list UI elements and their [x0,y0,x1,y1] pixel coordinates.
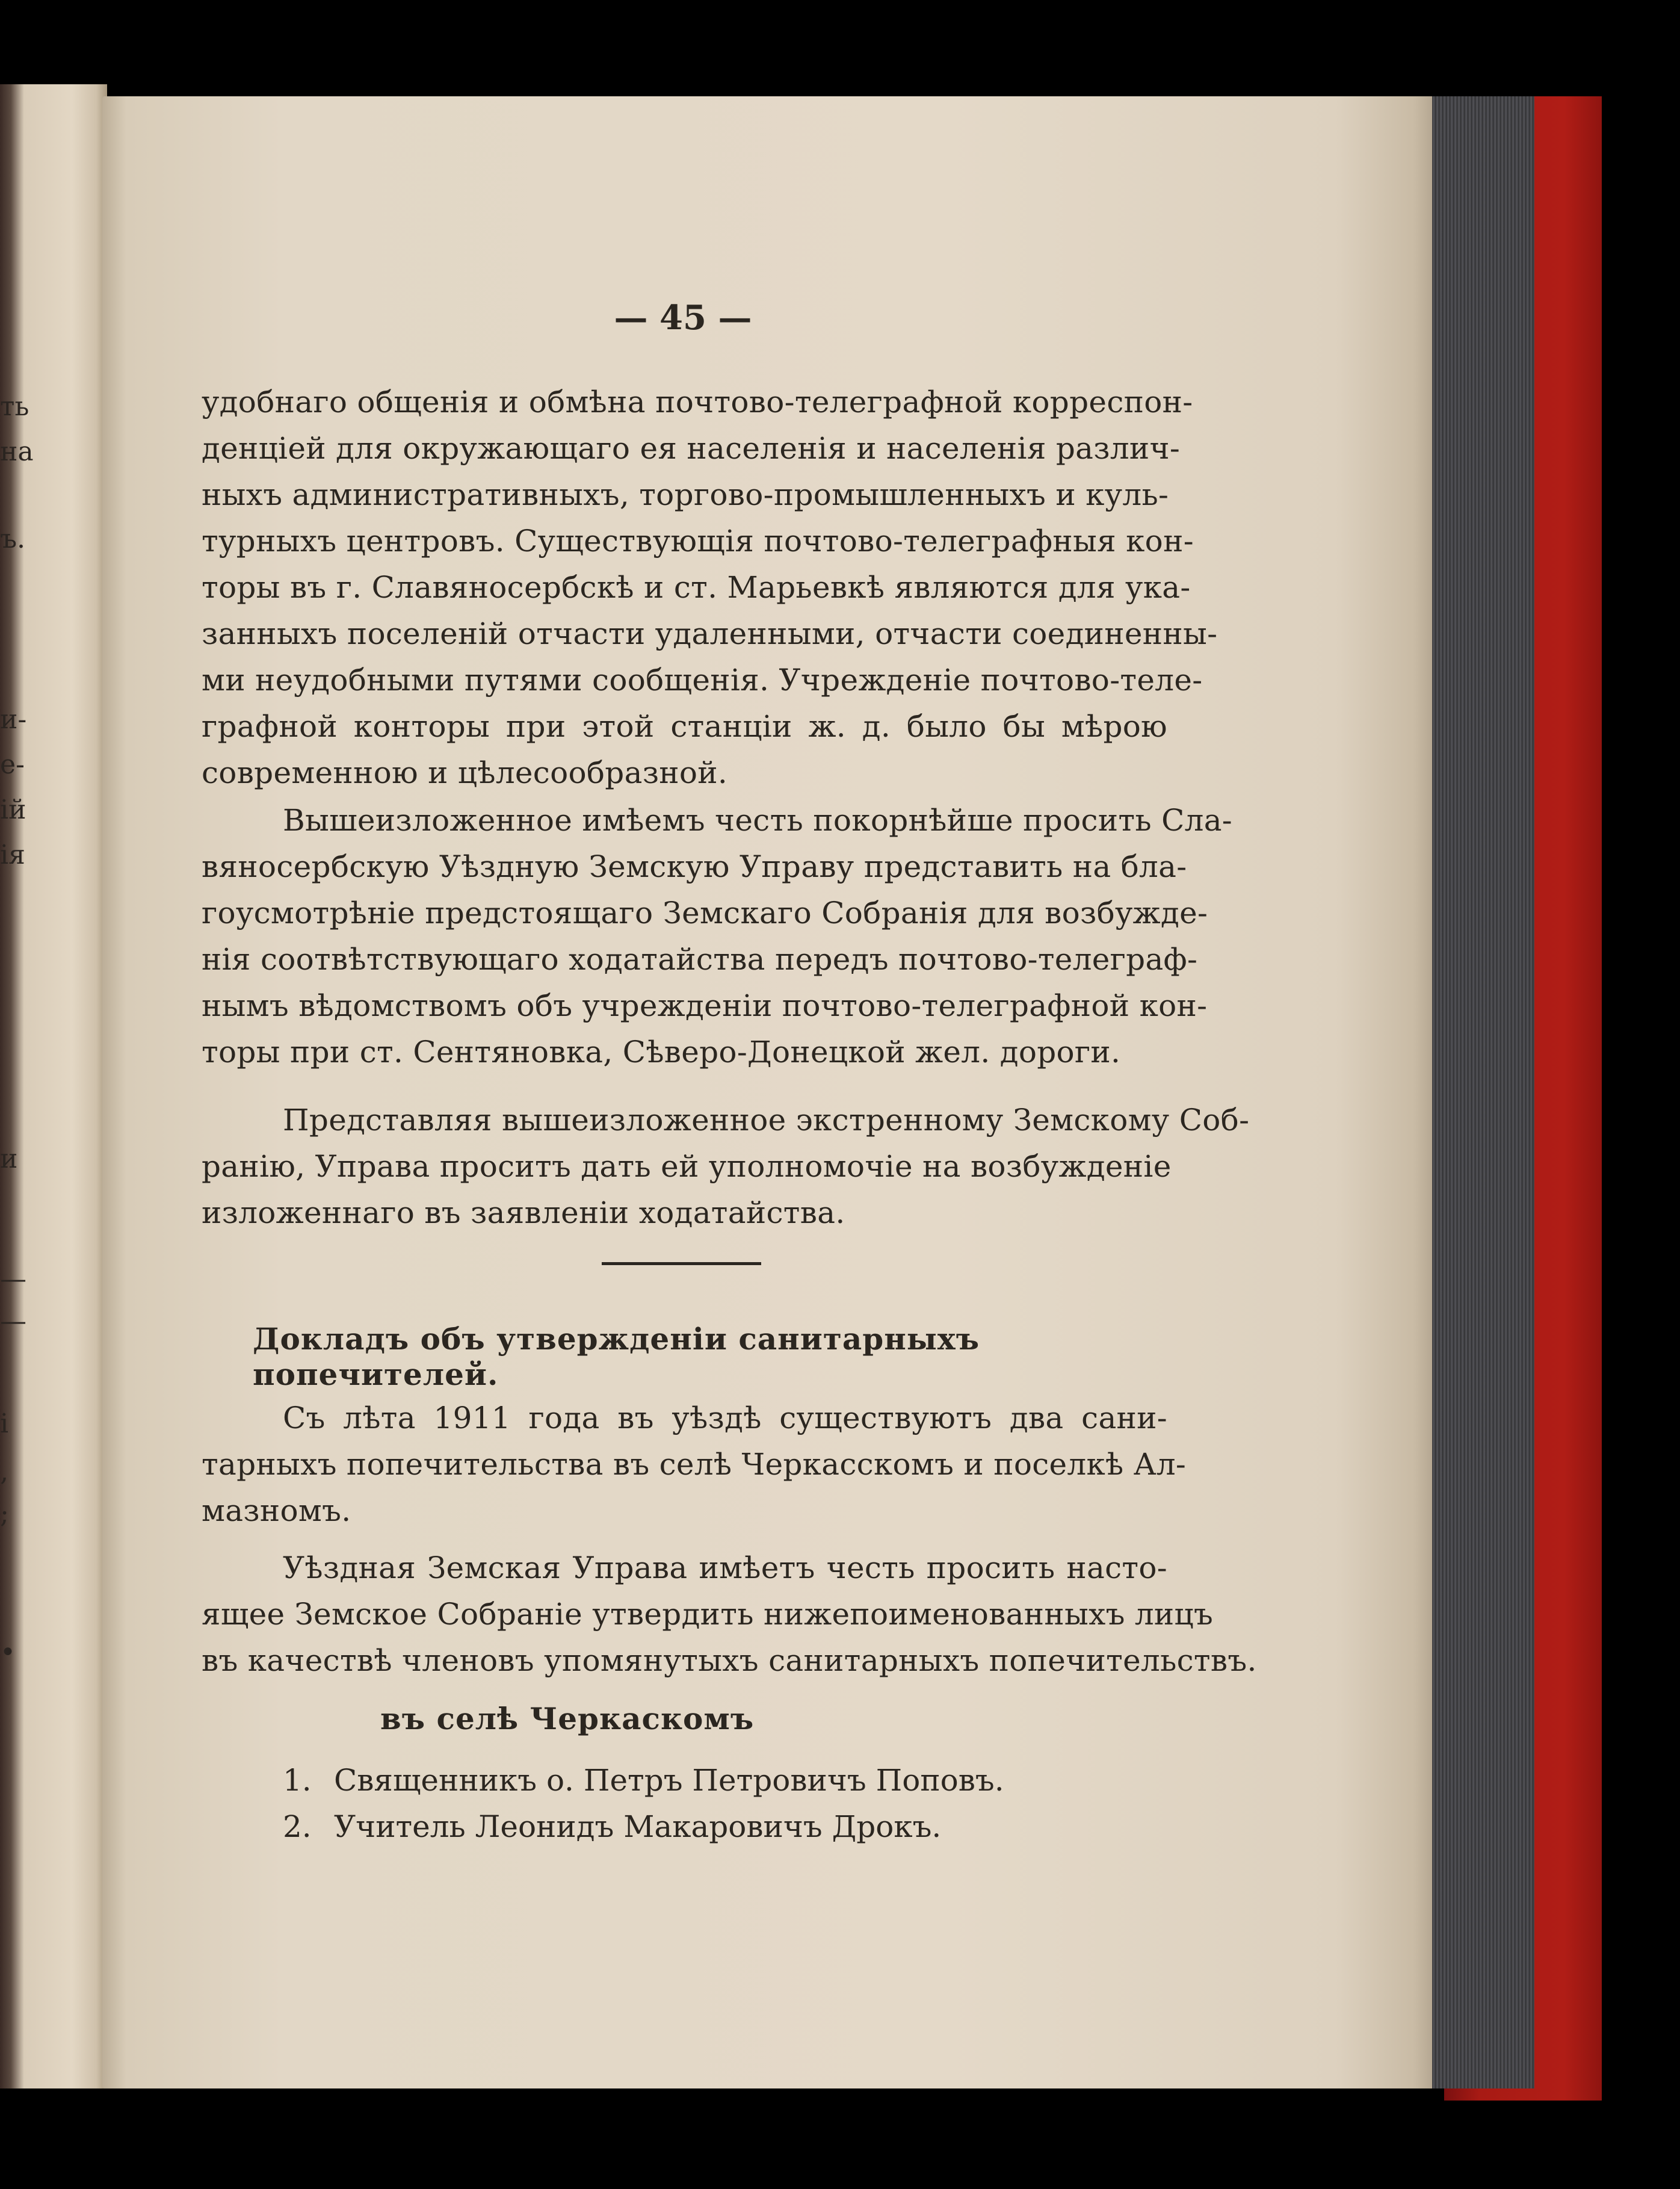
section-heading: Докладъ объ утвержденіи санитарныхъ попечителей. [253,1321,980,1392]
text-line: современною и цѣлесообразной. [202,755,728,790]
text-line: занныхъ поселеній отчасти удаленными, отчасти соединенны- [202,616,1218,651]
text-line: Представляя вышеизложенное экстренному Земскому Соб- [283,1103,1250,1138]
text-line: нымъ вѣдомствомъ объ учрежденіи почтово-телеграфной кон- [202,988,1208,1023]
left-margin-fragment: ій [0,794,26,825]
left-margin-fragment: — [0,1306,26,1337]
paragraph-1 [202,379,1218,796]
left-margin-fragment: ъ. [0,524,25,554]
section-divider [602,1262,761,1265]
text-line: гоусмотрѣніе предстоящаго Земскаго Собранія для возбужде- [202,896,1208,930]
list-item-text: Священникъ о. Петръ Петровичъ Поповъ. [334,1763,1004,1798]
paragraph-4 [202,1395,1187,1534]
left-margin-fragment: и- [0,704,27,735]
text-line: мазномъ. [202,1493,351,1528]
text-line: ми неудобными путями сообщенія. Учрежденіе почтово-теле- [202,663,1203,698]
list-item-text: Учитель Леонидъ Макаровичъ Дрокъ. [334,1809,942,1844]
text-line: турныхъ центровъ. Существующія почтово-телеграфныя кон- [202,524,1194,559]
left-margin-fragment: на [0,436,34,467]
text-line: нія соотвѣтствующаго ходатайства передъ почтово-телеграф- [202,942,1198,977]
list-item-number: 2. [283,1809,312,1844]
text-line: вяносербскую Уѣздную Земскую Управу представить на бла- [202,849,1187,884]
paragraph-3 [202,1097,1250,1236]
paragraph-5 [202,1545,1257,1684]
text-line: денціей для окружающаго ея населенія и населенія различ- [202,431,1181,466]
text-line: удобнаго общенія и обмѣна почтово-телеграфной корреспон- [202,385,1193,420]
left-margin-fragment: е- [0,749,25,780]
text-line: торы въ г. Славяносербскѣ и ст. Марьевкѣ являются для ука- [202,570,1191,605]
left-margin-fragment: ть [0,391,29,422]
text-line: Уѣздная Земская Управа имѣетъ честь просить насто- [283,1550,1167,1585]
text-line: Вышеизложенное имѣемъ честь покорнѣйше просить Сла- [283,803,1232,838]
left-margin-fragment: и [0,1144,18,1174]
list-item [283,1757,1004,1804]
left-margin-fragment: і [0,1408,9,1439]
text-line: ранію, Управа проситъ дать ей уполномочіе на возбужденіе [202,1149,1172,1184]
text-line: ящее Земское Собраніе утвердить нижепоименованныхъ лицъ [202,1597,1214,1632]
book-page-block-edge [1432,96,1534,2088]
page-number: — 45 — [614,298,752,338]
left-margin-fragment: • [0,1637,16,1668]
list-item [283,1804,1004,1850]
member-list [283,1757,1004,1850]
list-item-number: 1. [283,1763,312,1798]
subheading: въ селѣ Черкаскомъ [380,1701,755,1736]
text-line: изложеннаго въ заявленіи ходатайства. [202,1195,845,1230]
left-margin-fragment: , [0,1457,8,1487]
text-line: ныхъ административныхъ, торгово-промышленныхъ и куль- [202,477,1169,512]
text-line: тарныхъ попечительства въ селѣ Черкасскомъ и поселкѣ Ал- [202,1447,1187,1482]
text-line: Съ лѣта 1911 года въ уѣздѣ существуютъ два сани- [283,1401,1167,1435]
text-line: въ качествѣ членовъ упомянутыхъ санитарныхъ попечительствъ. [202,1643,1257,1678]
paragraph-2 [202,797,1232,1076]
left-margin-fragment: ія [0,840,25,870]
left-margin-fragment: — [0,1264,26,1295]
left-margin-fragment: ; [0,1499,9,1529]
text-line: торы при ст. Сентяновка, Сѣверо-Донецкой жел. дороги. [202,1035,1121,1070]
text-line: графной конторы при этой станціи ж. д. было бы мѣрою [202,709,1167,744]
